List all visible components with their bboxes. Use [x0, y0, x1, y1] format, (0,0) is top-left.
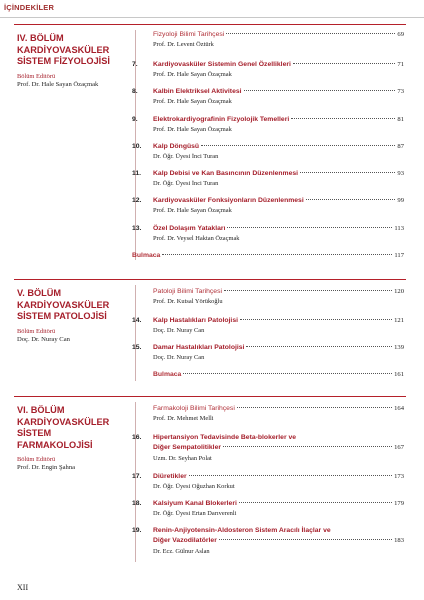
toc-entry[interactable]: [132, 473, 404, 493]
entry-author: Dr. Öğr. Üyesi İnci Turan: [153, 180, 219, 187]
entry-page: 164: [394, 405, 404, 412]
entry-page: 120: [394, 288, 404, 295]
entry-page: 73: [397, 88, 404, 95]
entry-title-line1: Hipertansiyon Tedavisinde Beta-blokerler ve: [153, 434, 297, 441]
entry-page: 161: [394, 371, 404, 378]
entry-title: Kalsiyum Kanal Blokerleri: [153, 500, 237, 507]
toc-entry[interactable]: [132, 31, 404, 51]
entry-page: 167: [394, 444, 404, 451]
entry-number: 17.: [132, 473, 142, 480]
entry-author: Prof. Dr. Veysel Haktan Özaçmak: [153, 235, 240, 242]
section-title: V. BÖLÜM KARDİYOVASKÜLER SİSTEM PATOLOJİSİ: [17, 288, 110, 321]
toc-entry[interactable]: [132, 225, 404, 245]
entry-author: Dr. Öğr. Üyesi Ertan Darıverenli: [153, 510, 237, 517]
editor-label: Bölüm Editörü: [17, 327, 56, 335]
page-header: [0, 0, 424, 18]
toc-entry[interactable]: [132, 61, 404, 81]
entry-page: 139: [394, 344, 404, 351]
entry-number: 8.: [132, 88, 138, 95]
entry-author: Dr. Öğr. Üyesi Oğuzhan Korkut: [153, 483, 235, 490]
entry-title-line1: Renin-Anjiyotensin-Aldosteron Sistem Aracılı İlaçlar ve: [153, 527, 331, 534]
entry-number: 10.: [132, 143, 142, 150]
editor-name: Prof. Dr. Hale Sayan Özaçmak: [17, 80, 99, 88]
entry-page: 179: [394, 500, 404, 507]
toc-entry[interactable]: [132, 116, 404, 136]
toc-entry[interactable]: [132, 143, 404, 163]
entry-number: 18.: [132, 500, 142, 507]
entry-page: 173: [394, 473, 404, 480]
entry-page: 113: [394, 225, 404, 232]
section-title: VI. BÖLÜM KARDİYOVASKÜLER SİSTEM FARMAKOLOJİSİ: [17, 405, 110, 450]
entry-page: 81: [397, 116, 404, 123]
entry-page: 117: [394, 252, 404, 259]
editor-label: Bölüm Editörü: [17, 456, 56, 463]
toc-entry[interactable]: [132, 405, 404, 425]
toc-entry[interactable]: [132, 434, 404, 465]
entry-number: 14.: [132, 317, 142, 324]
section-heading-block: [17, 405, 127, 472]
toc-entry-puzzle[interactable]: [132, 371, 404, 381]
entry-number: 19.: [132, 527, 142, 534]
entry-title: Kalp Debisi ve Kan Basıncının Düzenlenmesi: [153, 170, 299, 177]
entry-title: Kardiyovasküler Sistemin Genel Özellikleri: [153, 61, 291, 68]
entry-author: Dr. Öğr. Üyesi İnci Turan: [153, 153, 219, 160]
toc-entry[interactable]: [132, 88, 404, 108]
entry-title: Kalbin Elektriksel Aktivitesi: [153, 88, 242, 95]
entry-title: Kardiyovasküler Fonksiyonların Düzenlenmesi: [153, 197, 304, 204]
toc-entry[interactable]: [132, 527, 404, 558]
header-label: İÇİNDEKİLER: [4, 3, 55, 12]
entry-author: Prof. Dr. Hale Sayan Özaçmak: [153, 98, 232, 105]
toc-entry[interactable]: [132, 197, 404, 217]
entry-title: Özel Dolaşım Yatakları: [153, 225, 226, 232]
entry-number: 13.: [132, 225, 142, 232]
section-heading-block: [17, 288, 127, 344]
entry-title: Diüretikler: [153, 473, 187, 480]
section-v: [0, 279, 424, 384]
toc-entry[interactable]: [132, 344, 404, 364]
entry-number: 7.: [132, 61, 138, 68]
entry-title: Diğer Sempatolitikler: [153, 444, 221, 451]
entry-number: 11.: [132, 170, 142, 177]
entry-author: Prof. Dr. Mehmet Melli: [153, 415, 214, 422]
entry-author: Prof. Dr. Hale Sayan Özaçmak: [153, 71, 232, 78]
section-divider: [14, 24, 406, 25]
entry-title: Elektrokardiyografinin Fizyolojik Temelleri: [153, 116, 290, 123]
section-heading-block: [17, 33, 127, 89]
toc-entry-puzzle[interactable]: [132, 252, 404, 262]
entry-page: 121: [394, 317, 404, 324]
entry-author: Doç. Dr. Nuray Can: [153, 327, 205, 334]
entry-title: Patoloji Bilimi Tarihçesi: [153, 288, 223, 295]
toc-entry[interactable]: [132, 317, 404, 337]
entry-title: Diğer Vazodilatörler: [153, 537, 217, 544]
editor-name: Prof. Dr. Engin Şahna: [17, 464, 76, 471]
entry-title: Kalp Döngüsü: [153, 143, 200, 150]
entry-page: 71: [397, 61, 404, 68]
entry-title: Damar Hastalıkları Patolojisi: [153, 344, 245, 351]
section-iv: [0, 24, 424, 264]
entry-author: Prof. Dr. Hale Sayan Özaçmak: [153, 207, 232, 214]
entry-page: 87: [397, 143, 404, 150]
entry-page: 183: [394, 537, 404, 544]
entry-page: 69: [397, 31, 404, 38]
editor-name: Doç. Dr. Nuray Can: [17, 335, 70, 343]
entry-author: Doç. Dr. Nuray Can: [153, 354, 205, 361]
entry-number: 9.: [132, 116, 138, 123]
entry-author: Uzm. Dr. Seyhan Polat: [153, 455, 212, 462]
section-divider: [14, 279, 406, 280]
toc-entry[interactable]: [132, 500, 404, 520]
entry-author: Prof. Dr. Kutsal Yörükoğlu: [153, 298, 223, 305]
entry-page: 93: [397, 170, 404, 177]
entry-title: Bulmaca: [132, 252, 161, 259]
entry-number: 12.: [132, 197, 142, 204]
section-divider: [14, 396, 406, 397]
toc-entry[interactable]: [132, 288, 404, 308]
entry-title: Kalp Hastalıkları Patolojisi: [153, 317, 238, 324]
section-title: IV. BÖLÜM KARDİYOVASKÜLER SİSTEM FİZYOLOJİSİ: [17, 33, 110, 66]
entry-author: Dr. Ecz. Gülnur Aslan: [153, 548, 210, 555]
page-number: XII: [17, 583, 29, 592]
entry-number: 15.: [132, 344, 142, 351]
editor-label: Bölüm Editörü: [17, 72, 56, 80]
section-vi: [0, 396, 424, 566]
entry-title: Fizyoloji Bilimi Tarihçesi: [153, 31, 225, 38]
entry-title: Farmakoloji Bilimi Tarihçesi: [153, 405, 235, 412]
toc-entry[interactable]: [132, 170, 404, 190]
entry-title: Bulmaca: [153, 371, 182, 378]
entry-author: Prof. Dr. Hale Sayan Özaçmak: [153, 126, 232, 133]
entry-page: 99: [397, 197, 404, 204]
entry-author: Prof. Dr. Levent Öztürk: [153, 41, 214, 48]
entry-number: 16.: [132, 434, 142, 441]
